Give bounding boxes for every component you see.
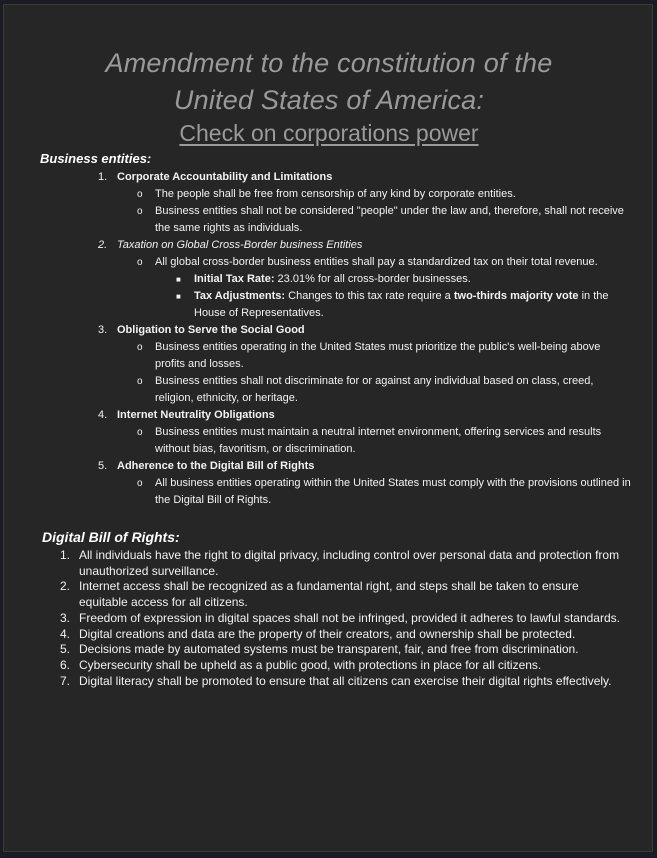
title-line-2: United States of America: xyxy=(173,85,485,115)
article-title: Internet Neutrality Obligations xyxy=(117,409,275,421)
item-number: 4. xyxy=(60,626,71,641)
hollow-bullet-icon: o xyxy=(137,257,143,268)
list-item: 6. Cybersecurity shall be upheld as a public good, with protections in place for all citizens. xyxy=(60,657,542,672)
hollow-bullet-icon: o xyxy=(137,206,143,217)
title-line-1: Amendment to the constitution of the xyxy=(105,48,553,78)
list-item: 7. Digital literacy shall be promoted to ensure that all citizens can exercise their digital rights effectively. xyxy=(60,673,612,688)
list-item: o All global cross-border business entities shall pay a standardized tax on their total revenue. xyxy=(4,254,644,271)
article-title: Corporate Accountability and Limitations xyxy=(117,171,333,183)
list-item: ■ Initial Tax Rate: 23.01% for all cross-border businesses. xyxy=(4,271,644,288)
digital-bill-of-rights-list xyxy=(4,548,644,689)
article-1 xyxy=(4,169,644,186)
square-bullet-icon: ■ xyxy=(176,292,181,301)
item-number: 1. xyxy=(60,548,71,562)
list-item: 5. Decisions made by automated systems must be transparent, fair, and free from discrimination. xyxy=(60,642,579,657)
document-page xyxy=(3,4,653,852)
list-item: 4. Digital creations and data are the property of their creators, and ownership shall be protected. xyxy=(60,626,576,641)
hollow-bullet-icon: o xyxy=(137,342,143,353)
article-number: 4. xyxy=(98,409,108,421)
list-item: o Business entities shall not be considered "people" under the law and, therefore, shall not receive the same rights as individuals. xyxy=(137,205,624,234)
article-title: Taxation on Global Cross-Border business Entities xyxy=(117,239,363,251)
business-articles-list xyxy=(4,169,644,509)
list-item: o Business entities operating in the United States must prioritize the public's well-being above profits and losses. xyxy=(137,341,601,370)
item-number: 3. xyxy=(60,610,71,625)
business-entities-heading: Business entities: xyxy=(40,151,152,166)
article-2 xyxy=(4,237,644,254)
list-item: o Business entities must maintain a neutral internet environment, offering services and results without bias, favoritism, or discrimination. xyxy=(137,426,602,455)
subtitle: Check on corporations power xyxy=(179,120,479,146)
article-5 xyxy=(4,458,644,475)
hollow-bullet-icon: o xyxy=(137,478,143,489)
article-title: Obligation to Serve the Social Good xyxy=(117,324,305,336)
article-number: 1. xyxy=(98,171,108,183)
item-number: 2. xyxy=(60,579,71,594)
hollow-bullet-icon: o xyxy=(137,427,143,438)
list-item: o Business entities shall not discriminate for or against any individual based on class, creed, religion, ethnicity, or heritage. xyxy=(137,375,594,404)
article-number: 2. xyxy=(98,239,108,251)
article-4 xyxy=(4,407,644,424)
list-item: 2. Internet access shall be recognized as a fundamental right, and steps shall be taken to ensure equitable access for all citizens. xyxy=(60,579,579,610)
list-item: 3. Freedom of expression in digital spaces shall not be infringed, provided it adheres to lawful standards. xyxy=(60,610,620,625)
item-number: 7. xyxy=(60,673,71,688)
hollow-bullet-icon: o xyxy=(137,376,143,387)
square-bullet-icon: ■ xyxy=(176,275,181,284)
item-number: 6. xyxy=(60,657,71,672)
digital-bill-of-rights-heading: Digital Bill of Rights: xyxy=(42,529,180,545)
hollow-bullet-icon: o xyxy=(137,189,143,200)
list-item: o All business entities operating within the United States must comply with the provisions outlined in the Digital Bill of Rights. xyxy=(137,477,631,506)
item-number: 5. xyxy=(60,642,71,657)
article-number: 3. xyxy=(98,324,108,336)
article-3 xyxy=(4,322,644,339)
article-number: 5. xyxy=(98,460,108,472)
list-item: ■ Tax Adjustments: Changes to this tax rate require a two-thirds majority vote in the House of Representatives. xyxy=(176,290,609,319)
list-item: 1. All individuals have the right to digital privacy, including control over personal data and protection from unauthorized surveillance. xyxy=(60,548,620,578)
article-title: Adherence to the Digital Bill of Rights xyxy=(117,460,315,472)
list-item: o The people shall be free from censorship of any kind by corporate entities. xyxy=(4,186,644,203)
